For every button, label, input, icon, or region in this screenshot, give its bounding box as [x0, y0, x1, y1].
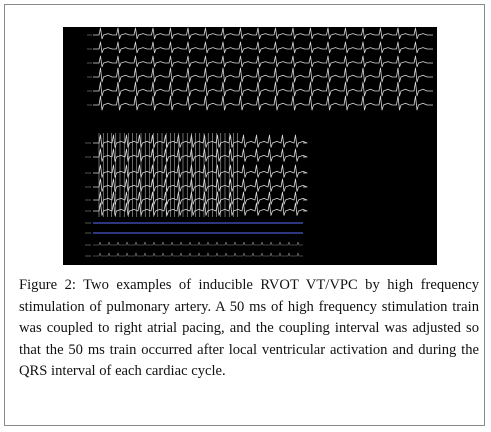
upper-lead-trace [93, 28, 433, 39]
stimulation-spikes [99, 133, 238, 217]
figure-frame [4, 4, 485, 426]
marker-channel [93, 242, 303, 245]
figure-caption-text: Two examples of inducible RVOT VT/VPC by high frequency stimulation of pulmonary artery. A 50 ms of high frequency stimulation train was coupled to right atrial pacing, and the coupling interval was adjusted so that the 50 ms train occurred after local ventricular activation and during the QRS interval of each cardiac cycle. [19, 277, 479, 379]
ecg-traces [63, 27, 437, 265]
ecg-recording-image [63, 27, 437, 265]
upper-lead-trace [93, 56, 433, 67]
upper-lead-trace [93, 42, 433, 53]
upper-lead-trace [93, 96, 433, 110]
upper-lead-trace [93, 68, 433, 82]
upper-lead-trace [93, 82, 433, 96]
figure-label: Figure 2: [19, 277, 76, 293]
marker-channel [93, 253, 303, 256]
figure-caption [19, 275, 479, 383]
